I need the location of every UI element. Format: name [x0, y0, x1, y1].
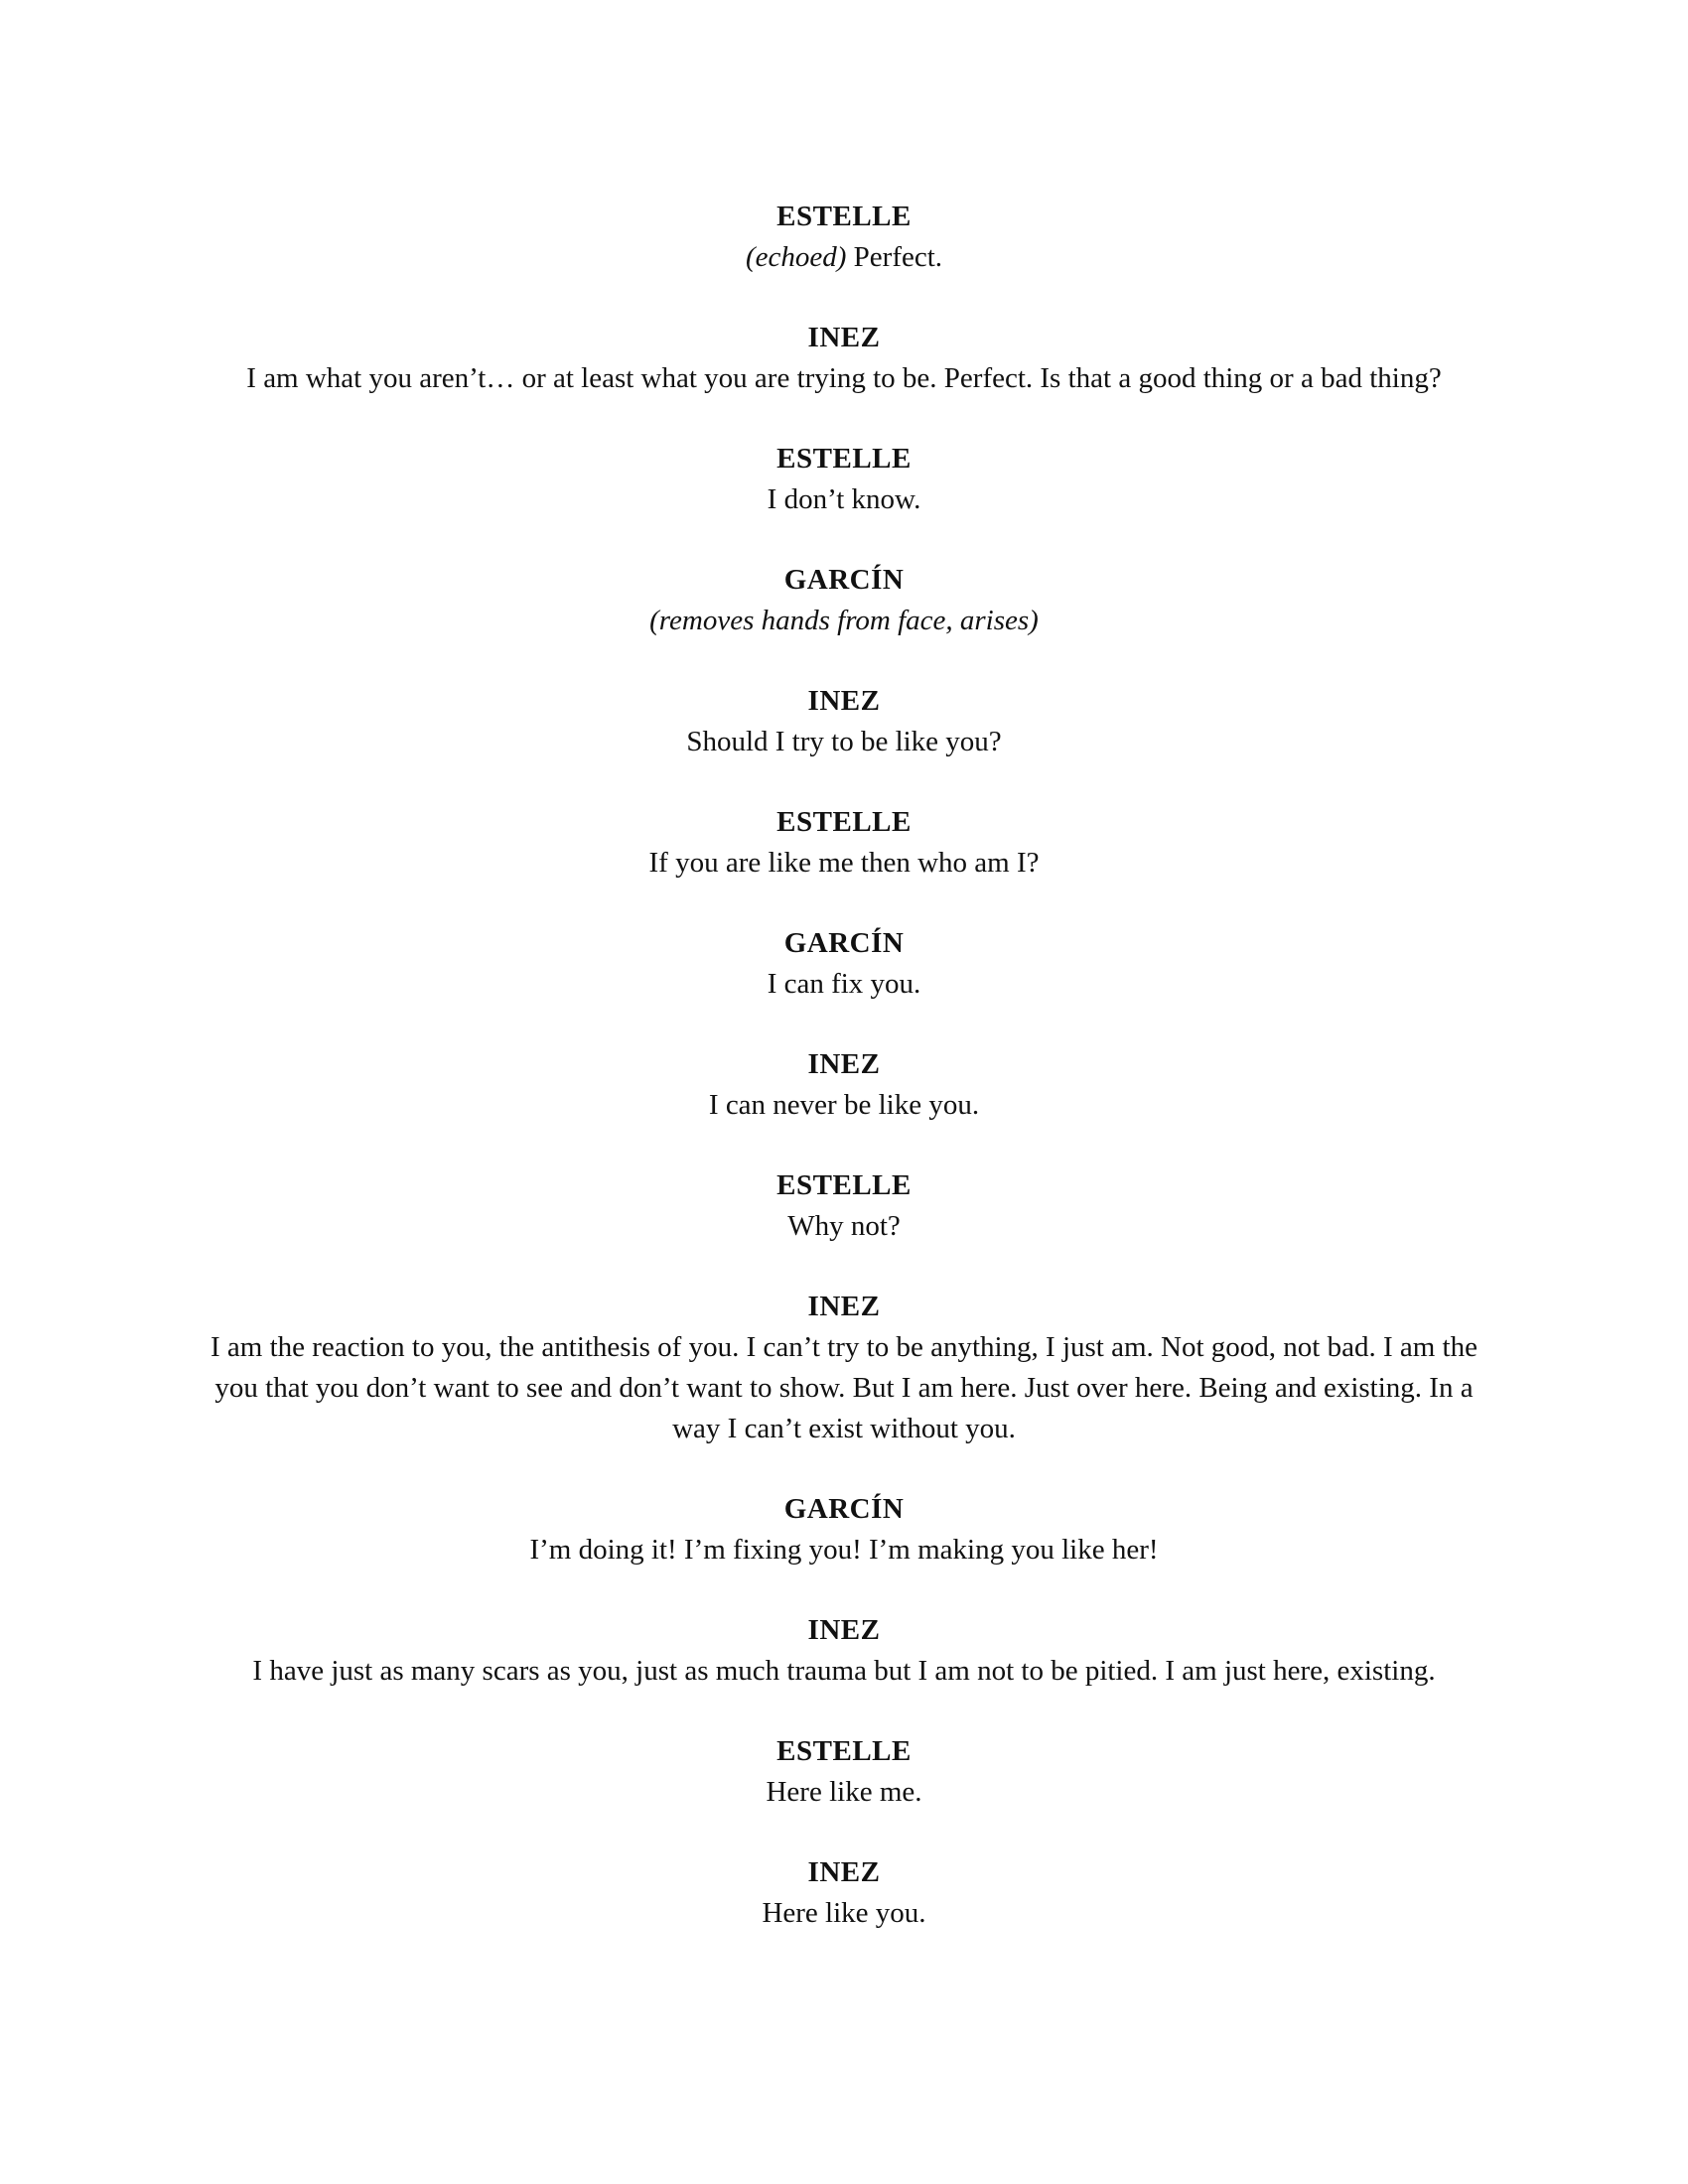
- dialogue-block: [189, 1852, 1499, 1934]
- dialogue-text: I can never be like you.: [708, 1089, 980, 1121]
- dialogue-text: Here like me.: [766, 1776, 922, 1808]
- speaker-name: ESTELLE: [776, 806, 912, 838]
- dialogue-text: I can fix you.: [767, 968, 921, 1000]
- dialogue-block: [189, 1489, 1499, 1570]
- parenthetical: (removes hands from face, arises): [649, 605, 1039, 636]
- dialogue-block: [189, 802, 1499, 884]
- dialogue-block: [189, 1610, 1499, 1692]
- dialogue-column: [189, 197, 1499, 1974]
- speaker-name: INEZ: [807, 1614, 881, 1646]
- dialogue-text: I am the reaction to you, the antithesis of you. I can’t try to be anything, I just am. Not good, not bad. I am the you that you don’t want to see and don’t want to show. But I am here. Just over here. Being and existing. In a way I can’t exist without you.: [211, 1331, 1477, 1444]
- dialogue-block: [189, 560, 1499, 641]
- dialogue-text: I don’t know.: [767, 483, 921, 515]
- dialogue-block: [189, 923, 1499, 1005]
- dialogue-block: [189, 439, 1499, 520]
- parenthetical: (echoed): [745, 241, 847, 273]
- dialogue-text: Should I try to be like you?: [686, 726, 1002, 757]
- speaker-name: GARCÍN: [783, 927, 905, 959]
- dialogue-block: [189, 1044, 1499, 1126]
- dialogue-block: [189, 1287, 1499, 1449]
- dialogue-text: Here like you.: [762, 1897, 926, 1929]
- speaker-name: INEZ: [807, 1048, 881, 1080]
- speaker-name: GARCÍN: [783, 1493, 905, 1525]
- dialogue-block: [189, 1165, 1499, 1247]
- speaker-name: ESTELLE: [776, 1735, 912, 1767]
- dialogue-text: If you are like me then who am I?: [648, 847, 1040, 879]
- speaker-name: ESTELLE: [776, 1169, 912, 1201]
- speaker-name: INEZ: [807, 685, 881, 717]
- dialogue-block: [189, 197, 1499, 278]
- dialogue-line: [189, 237, 1499, 278]
- speaker-name: INEZ: [807, 1856, 881, 1888]
- speaker-name: INEZ: [807, 1291, 881, 1322]
- dialogue-block: [189, 1731, 1499, 1813]
- dialogue-block: [189, 681, 1499, 762]
- dialogue-text: I am what you aren’t… or at least what you are trying to be. Perfect. Is that a good thing or a bad thing?: [246, 362, 1442, 394]
- speaker-name: INEZ: [807, 322, 881, 353]
- speaker-name: ESTELLE: [776, 201, 912, 232]
- dialogue-block: [189, 318, 1499, 399]
- speaker-name: ESTELLE: [776, 443, 912, 475]
- dialogue-text: I’m doing it! I’m fixing you! I’m making you like her!: [529, 1534, 1159, 1566]
- speaker-name: GARCÍN: [783, 564, 905, 596]
- dialogue-text: I have just as many scars as you, just as much trauma but I am not to be pitied. I am just here, existing.: [252, 1655, 1436, 1687]
- dialogue-text: Perfect.: [846, 241, 943, 273]
- dialogue-text: Why not?: [787, 1210, 901, 1242]
